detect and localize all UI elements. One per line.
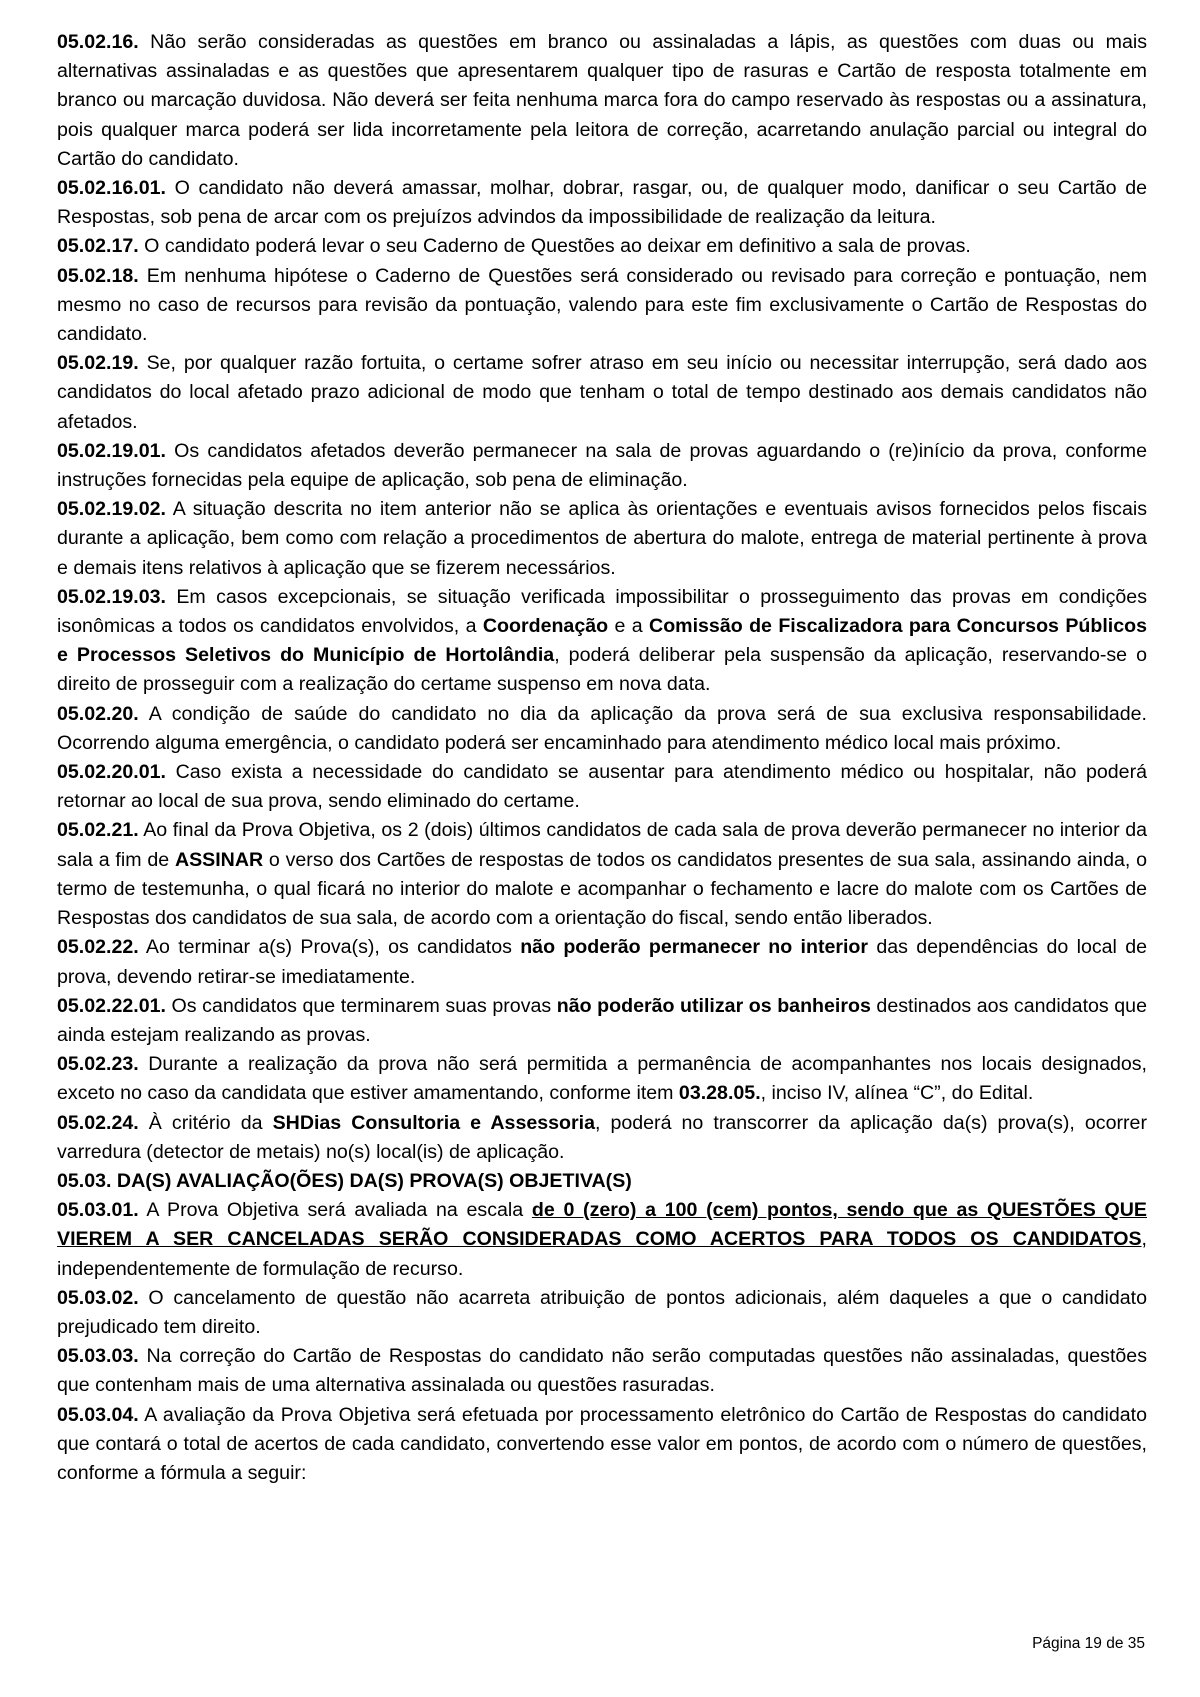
clause-paragraph xyxy=(57,1109,1147,1167)
clause-number: 05.02.24. xyxy=(57,1111,139,1134)
clause-paragraph xyxy=(57,816,1147,933)
clause-text: Ao terminar a(s) Prova(s), os candidatos xyxy=(138,936,521,959)
clause-paragraph xyxy=(57,1342,1147,1400)
clause-number: 05.03.04. xyxy=(57,1403,139,1426)
clause-number: 05.02.21. xyxy=(57,819,139,842)
clause-paragraph xyxy=(57,758,1147,816)
section-heading xyxy=(57,1167,1147,1196)
clause-number: 05.02.19.02. xyxy=(57,498,166,521)
clause-emphasis: ASSINAR xyxy=(174,848,264,871)
clause-text: , poderá deliberar pela suspensão da aplicação, reservando-se o direito de prosseguir com a realização do certame suspenso em nova data. xyxy=(57,644,1147,696)
section-heading-text: 05.03. DA(S) AVALIAÇÃO(ÕES) DA(S) PROVA(S) OBJETIVA(S) xyxy=(57,1169,632,1192)
clause-paragraph xyxy=(57,1196,1147,1284)
clause-number: 05.02.16. xyxy=(57,31,139,53)
clause-number: 05.02.22. xyxy=(57,936,139,959)
clause-number: 05.02.22.01. xyxy=(57,994,166,1017)
clause-emphasis: não poderão permanecer no interior xyxy=(520,936,869,959)
clause-text: , independentemente de formulação de recurso. xyxy=(57,1228,1147,1280)
clause-number: 05.02.18. xyxy=(57,264,139,287)
clause-paragraph xyxy=(57,933,1147,991)
clause-number: 05.02.16.01. xyxy=(57,177,166,200)
clause-number: 05.03.01. xyxy=(57,1199,139,1222)
clause-emphasis: 03.28.05. xyxy=(678,1082,761,1105)
clause-emphasis: Coordenação xyxy=(482,615,609,638)
clause-paragraph xyxy=(57,232,1147,261)
clause-text: A situação descrita no item anterior não se aplica às orientações e eventuais avisos fornecidos pelos fiscais durante a aplicação, bem como com relação a procedimentos de abertura do malote, entrega de material pertinente à prova e demais itens relativos à aplicação que se fizerem necessários. xyxy=(57,498,1147,579)
clause-text: das dependências do local de prova, devendo retirar-se imediatamente. xyxy=(57,936,1147,988)
document-body xyxy=(57,28,1147,1488)
clause-number: 05.03.03. xyxy=(57,1345,139,1368)
clause-emphasis: de 0 (zero) a 100 (cem) pontos, sendo que as QUESTÕES QUE VIEREM A SER CANCELADAS SERÃO CONSIDERADAS COMO ACERTOS PARA TODOS OS CANDIDATOS xyxy=(57,1199,1147,1251)
clause-paragraph xyxy=(57,700,1147,758)
clause-text: Ao final da Prova Objetiva, os 2 (dois) últimos candidatos de cada sala de prova deverão permanecer no interior da sala a fim de xyxy=(57,819,1147,871)
clause-text: o verso dos Cartões de respostas de todos os candidatos presentes de sua sala, assinando ainda, o termo de testemunha, o qual ficará no interior do malote e acompanhar o fechamento e lacre do malote com os Cartões de Respostas dos candidatos de sua sala, de acordo com a orientação do fiscal, sendo então liberados. xyxy=(57,848,1148,930)
clause-text: Não serão consideradas as questões em branco ou assinaladas a lápis, as questões com duas ou mais alternativas assinaladas e as questões que apresentarem qualquer tipo de rasuras e Cartão de resposta totalmente em branco ou marcação duvidosa. Não deverá ser feita nenhuma marca fora do campo reservado às respostas ou a assinatura, pois qualquer marca poderá ser lida incorretamente pela leitora de correção, acarretando anulação parcial ou integral do Cartão do candidato. xyxy=(57,31,1147,170)
clause-number: 05.02.19.01. xyxy=(57,439,166,462)
clause-emphasis: não poderão utilizar os banheiros xyxy=(556,994,871,1017)
clause-paragraph xyxy=(57,1401,1147,1489)
clause-number: 05.02.23. xyxy=(57,1053,139,1076)
clause-text: Durante a realização da prova não será permitida a permanência de acompanhantes nos locais designados, exceto no caso da candidata que estiver amamentando, conforme item xyxy=(57,1053,1147,1105)
clause-number: 05.02.20.01. xyxy=(57,761,166,784)
clause-number: 05.02.19.03. xyxy=(57,585,166,608)
clause-text: À critério da xyxy=(138,1111,273,1134)
clause-paragraph xyxy=(57,349,1147,437)
clause-text: Em nenhuma hipótese o Caderno de Questões será considerado ou revisado para correção e pontuação, nem mesmo no caso de recursos para revisão da pontuação, valendo para este fim exclusivamente o Cartão de Respostas do candidato. xyxy=(57,264,1147,346)
clause-text: Na correção do Cartão de Respostas do candidato não serão computadas questões não assinaladas, questões que contenham mais de uma alternativa assinalada ou questões rasuradas. xyxy=(57,1345,1147,1397)
clause-paragraph xyxy=(57,1284,1147,1342)
clause-text: Os candidatos afetados deverão permanecer na sala de provas aguardando o (re)início da prova, conforme instruções fornecidas pela equipe de aplicação, sob pena de eliminação. xyxy=(57,439,1147,492)
clause-paragraph xyxy=(57,437,1147,495)
clause-emphasis: SHDias Consultoria e Assessoria xyxy=(272,1111,595,1134)
clause-number: 05.02.17. xyxy=(57,235,139,258)
clause-text: Se, por qualquer razão fortuita, o certame sofrer atraso em seu início ou necessitar interrupção, será dado aos candidatos do local afetado prazo adicional de modo que tenham o total de tempo destinado aos demais candidatos não afetados. xyxy=(57,352,1147,433)
clause-paragraph xyxy=(57,174,1147,232)
clause-emphasis: Comissão de Fiscalizadora para Concursos Públicos e Processos Seletivos do Município de Hortolândia xyxy=(57,615,1147,667)
clause-text: A avaliação da Prova Objetiva será efetuada por processamento eletrônico do Cartão de Respostas do candidato que contará o total de acertos de cada candidato, convertendo esse valor em pontos, de acordo com o número de questões, conforme a fórmula a seguir: xyxy=(57,1403,1147,1484)
clause-text: Caso exista a necessidade do candidato se ausentar para atendimento médico ou hospitalar, não poderá retornar ao local de sua prova, sendo eliminado do certame. xyxy=(57,761,1147,813)
clause-text: O candidato poderá levar o seu Caderno de Questões ao deixar em definitivo a sala de provas. xyxy=(138,235,971,258)
clause-text: e a xyxy=(608,615,650,638)
clause-paragraph xyxy=(57,495,1147,583)
clause-text: O cancelamento de questão não acarreta atribuição de pontos adicionais, além daqueles a que o candidato prejudicado tem direito. xyxy=(57,1286,1147,1338)
clause-paragraph xyxy=(57,1050,1147,1108)
clause-paragraph xyxy=(57,992,1147,1050)
clause-paragraph xyxy=(57,262,1147,350)
clause-text: O candidato não deverá amassar, molhar, dobrar, rasgar, ou, de qualquer modo, danificar o seu Cartão de Respostas, sob pena de arcar com os prejuízos advindos da impossibilidade de realização da leitura. xyxy=(57,177,1147,229)
page-number: Página 19 de 35 xyxy=(1032,1635,1145,1652)
clause-text: Os candidatos que terminarem suas provas xyxy=(165,994,557,1017)
clause-number: 05.02.20. xyxy=(57,702,139,725)
clause-text: destinados aos candidatos que ainda estejam realizando as provas. xyxy=(57,994,1147,1046)
clause-text: Em casos excepcionais, se situação verificada impossibilitar o prosseguimento das provas em condições isonômicas a todos os candidatos envolvidos, a xyxy=(57,585,1147,638)
clause-text: A Prova Objetiva será avaliada na escala xyxy=(138,1199,532,1222)
clause-paragraph xyxy=(57,28,1147,174)
clause-text: A condição de saúde do candidato no dia da aplicação da prova será de sua exclusiva responsabilidade. Ocorrendo alguma emergência, o candidato poderá ser encaminhado para atendimento médico local mais próximo. xyxy=(57,702,1147,754)
clause-number: 05.02.19. xyxy=(57,352,139,375)
clause-text: , inciso IV, alínea “C”, do Edital. xyxy=(760,1082,1034,1105)
clause-paragraph xyxy=(57,583,1147,700)
clause-text: , poderá no transcorrer da aplicação da(s) prova(s), ocorrer varredura (detector de metais) no(s) local(is) de aplicação. xyxy=(57,1111,1147,1163)
clause-number: 05.03.02. xyxy=(57,1286,139,1309)
